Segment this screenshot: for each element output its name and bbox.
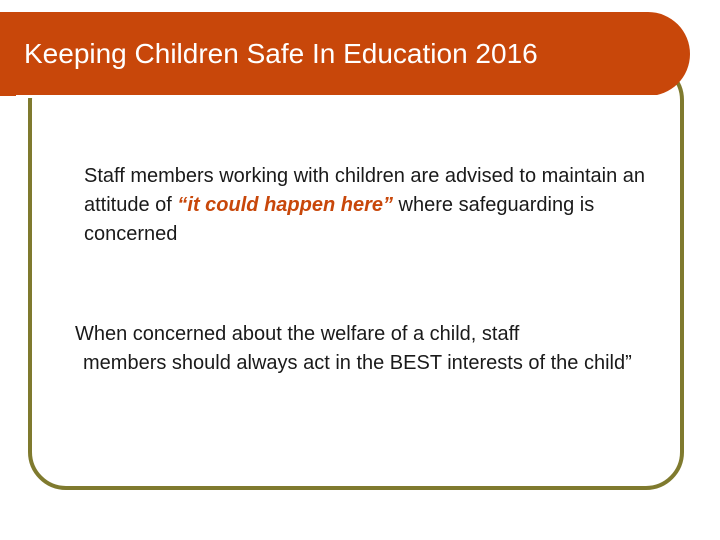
content-frame (28, 62, 684, 490)
title-underline (16, 95, 666, 98)
slide-title: Keeping Children Safe In Education 2016 (24, 38, 538, 69)
paragraph-attitude-end: where safeguarding is concerned (84, 194, 595, 245)
emphasis-quote: “it could happen here” (177, 194, 393, 216)
paragraph-best-interests-first-line: When concerned about the welfare of a child, staff (75, 323, 520, 345)
paragraph-best-interests-rest: members should always act in the BEST interests of the child” (83, 352, 632, 374)
paragraph-best-interests (75, 320, 685, 378)
paragraph-attitude-text: Staff members working with children are advised to maintain an attitude of (84, 165, 646, 216)
paragraph-attitude (84, 162, 684, 249)
